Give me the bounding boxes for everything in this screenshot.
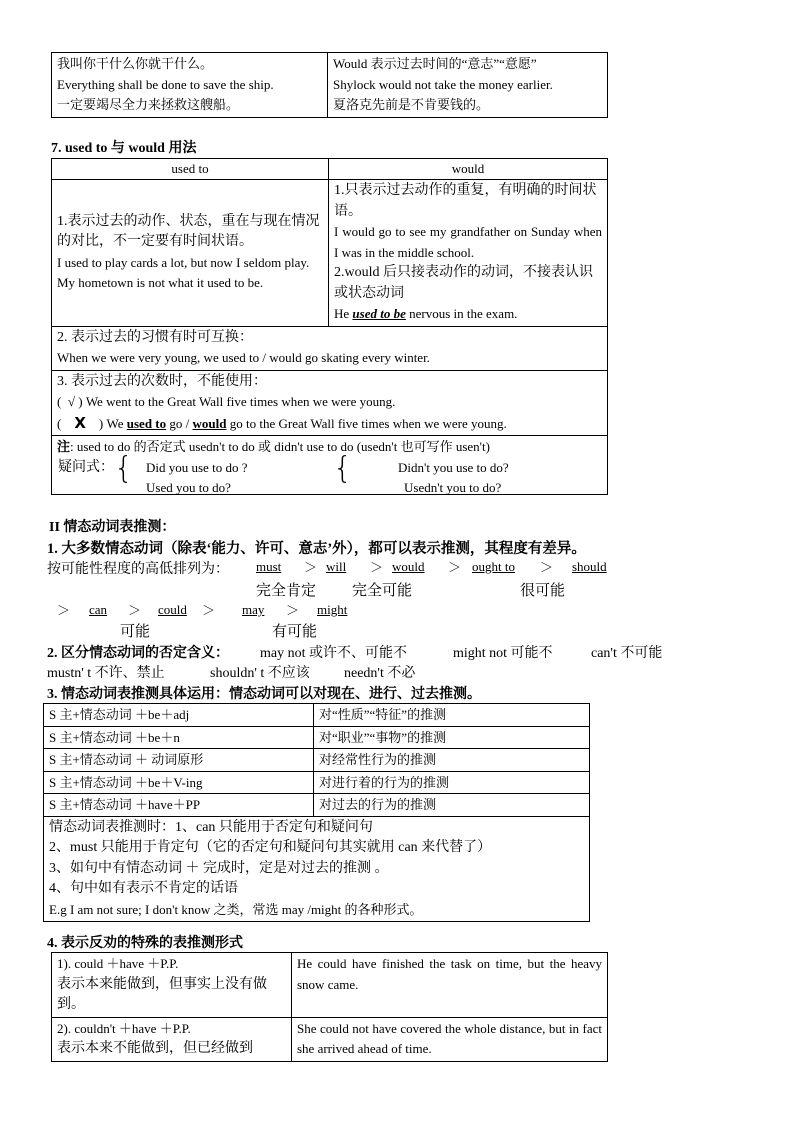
brace-icon: { <box>333 451 353 486</box>
pattern-cell: S 主+情态动词 ＋be＋adj <box>44 704 314 727</box>
text-line: 4、句中如有表示不肯定的话语 <box>49 881 238 896</box>
text-line: 2、must 只能用于肯定句（它的否定句和疑问句其实就用 can 来代替了） <box>49 840 492 855</box>
text-segment: nervous in the exam. <box>405 306 518 321</box>
text-line: 一定要竭尽全力来拯救这艘船。 <box>57 97 240 112</box>
order-will: will <box>326 559 347 574</box>
neg-might-not: might not 可能不 <box>453 646 553 661</box>
table-row <box>44 794 590 817</box>
pattern-cell: S 主+情态动词 ＋have＋PP <box>44 794 314 817</box>
order-could: could <box>158 602 187 617</box>
note-label: 注 <box>57 439 71 454</box>
would-rules-cell <box>329 180 608 327</box>
pattern-cell: S 主+情态动词 ＋be＋V-ing <box>44 771 314 794</box>
usage-cell: 对“性质”“特征”的推测 <box>314 704 590 727</box>
gt-symbol: ＞ <box>286 603 300 618</box>
text-line: Shylock would not take the money earlier. <box>333 76 553 92</box>
top-left-cell <box>52 53 328 118</box>
neg-may-not: may not 或许不、可能不 <box>260 646 407 661</box>
correct-example: ( √ ) We went to the Great Wall five times when we were young. <box>57 394 396 409</box>
note-fully-possible: 完全可能 <box>352 583 413 599</box>
question-form: Usedn't you to do? <box>404 480 502 495</box>
text-segment: We <box>106 415 127 431</box>
text-line: 2.would 后只接表动作的动词，不接表认识或状态动词 <box>334 265 593 301</box>
note-very-possible: 很可能 <box>520 583 566 599</box>
neg-neednt: needn't 不必 <box>344 666 416 681</box>
text-line: 1.只表示过去动作的重复，有明确的时间状语。 <box>334 183 597 219</box>
check-icon: √ <box>67 394 75 409</box>
text-line: 情态动词表推测时：1、can 只能用于否定句和疑问句 <box>49 819 373 835</box>
wrong-example: ( X ) We used to go / would go to the Great Wall five times when we were young. <box>57 413 507 432</box>
usage-cell: 对经常性行为的推测 <box>314 749 590 772</box>
text-segment: go to the Great Wall five times when we were young. <box>226 415 507 431</box>
table-row <box>52 1017 608 1061</box>
table-row <box>44 726 590 749</box>
question-form: Didn't you use to do? <box>398 460 509 475</box>
neg-cant: can't 不可能 <box>591 646 663 661</box>
table-row <box>44 771 590 794</box>
text-line: 1.表示过去的动作、状态，重在与现在情况的对比，不一定要有时间状语。 <box>57 213 320 250</box>
note-certain: 完全肯定 <box>256 583 317 599</box>
emphasized-text: would <box>192 415 227 431</box>
order-can: can <box>89 602 108 617</box>
order-ought-to: ought to <box>472 559 515 574</box>
text-segment: : used to do 的否定式 usedn't to do 或 didn't use to do (usedn't 也可写作 usen't) <box>70 439 490 454</box>
text-line: 夏洛克先前是不肯要钱的。 <box>333 97 490 112</box>
cross-icon: X <box>74 413 86 432</box>
column-header-would: would <box>329 159 608 180</box>
text-line: 表示本来能做到，但事实上没有做到。 <box>57 976 267 1012</box>
order-label: 按可能性程度的高低排列为： <box>47 562 229 577</box>
point-2-title: 2. 区分情态动词的否定含义： <box>47 646 229 661</box>
text-line: 表示本来不能做到，但已经做到 <box>57 1041 253 1056</box>
table-row <box>44 749 590 772</box>
question-form: Did you use to do ? <box>146 460 248 475</box>
gt-symbol: ＞ <box>370 560 384 575</box>
inference-table <box>43 703 590 922</box>
neg-shouldnt: shouldn' t 不应该 <box>210 666 310 681</box>
section-ii-title: II 情态动词表推测： <box>49 520 176 535</box>
text-segment: go / <box>166 415 193 431</box>
text-line: I would go to see my grandfather on Sunday when I was in the middle school. <box>334 224 602 260</box>
text-line: E.g I am not sure; I don't know 之类，常选 may /might 的各种形式。 <box>49 901 423 917</box>
example-cell: He could have finished the task on time, but the heavy snow came. <box>292 953 608 1018</box>
brace-icon: { <box>114 451 134 486</box>
order-must: must <box>256 559 282 574</box>
order-may: may <box>242 602 265 617</box>
would-example <box>334 304 602 325</box>
order-might: might <box>317 602 348 617</box>
gt-symbol: ＞ <box>202 603 216 618</box>
order-should: should <box>572 559 607 574</box>
table-row <box>44 704 590 727</box>
section-7-title: 7. used to 与 would 用法 <box>51 141 197 156</box>
interchangeable-row <box>52 326 608 370</box>
emphasized-text: used to <box>126 415 167 431</box>
usage-cell: 对“职业”“事物”的推测 <box>314 726 590 749</box>
used-to-would-table <box>51 158 608 495</box>
form-cell <box>52 1017 292 1061</box>
emphasized-text: used to be <box>352 306 406 321</box>
inference-notes-cell <box>44 816 590 922</box>
pattern-cell: S 主+情态动词 ＋ 动词原形 <box>44 749 314 772</box>
used-to-rules-cell <box>52 180 329 327</box>
top-right-cell <box>328 53 608 118</box>
neg-mustnt: mustn' t 不许、禁止 <box>47 666 165 681</box>
gt-symbol: ＞ <box>448 560 462 575</box>
question-label: 疑问式： <box>58 460 114 475</box>
text-line: 2. 表示过去的习惯有时可互换： <box>57 329 253 345</box>
text-segment: He <box>334 306 353 321</box>
usage-cell: 对过去的行为的推测 <box>314 794 590 817</box>
top-table <box>51 52 608 118</box>
text-line: Would 表示过去时间的“意志”“意愿” <box>333 56 537 71</box>
text-line: Everything shall be done to save the ship. <box>57 76 274 92</box>
note-line <box>57 437 602 458</box>
text-segment: We went to the Great Wall five times when we were young. <box>85 394 396 409</box>
text-line: 3. 表示过去的次数时，不能使用： <box>57 373 267 389</box>
point-3-title: 3. 情态动词表推测具体运用：情态动词可以对现在、进行、过去推测。 <box>47 687 481 702</box>
question-form: Used you to do? <box>146 480 231 495</box>
text-line: 我叫你干什么你就干什么。 <box>57 56 214 71</box>
order-would: would <box>392 559 425 574</box>
point-4-title: 4. 表示反劝的特殊的表推测形式 <box>47 936 243 951</box>
column-header-used-to: used to <box>52 159 329 180</box>
pattern-cell: S 主+情态动词 ＋be＋n <box>44 726 314 749</box>
note-maybe: 有可能 <box>272 624 318 640</box>
example-cell: She could not have covered the whole distance, but in fact she arrived ahead of time. <box>292 1017 608 1061</box>
times-row <box>52 370 608 436</box>
table-row <box>52 953 608 1018</box>
note-possible: 可能 <box>120 624 151 640</box>
counterfactual-table <box>51 952 608 1062</box>
text-line: When we were very young, we used to / would go skating every winter. <box>57 350 430 365</box>
gt-symbol: ＞ <box>57 603 71 618</box>
form-cell <box>52 953 292 1018</box>
gt-symbol: ＞ <box>128 603 142 618</box>
text-line: My hometown is not what it used to be. <box>57 275 264 291</box>
note-row <box>52 436 608 495</box>
gt-symbol: ＞ <box>304 560 318 575</box>
text-line: 2). couldn't ＋have ＋P.P. <box>57 1020 191 1036</box>
text-line: 1). could ＋have ＋P.P. <box>57 956 179 971</box>
text-line: I used to play cards a lot, but now I seldom play. <box>57 254 310 270</box>
point-1: 1. 大多数情态动词（除表‘能力、许可、意志’外），都可以表示推测，其程度有差异。 <box>47 541 586 557</box>
text-line: 3、如句中有情态动词 ＋ 完成时，定是对过去的推测 。 <box>49 860 389 876</box>
gt-symbol: ＞ <box>540 560 554 575</box>
usage-cell: 对进行着的行为的推测 <box>314 771 590 794</box>
